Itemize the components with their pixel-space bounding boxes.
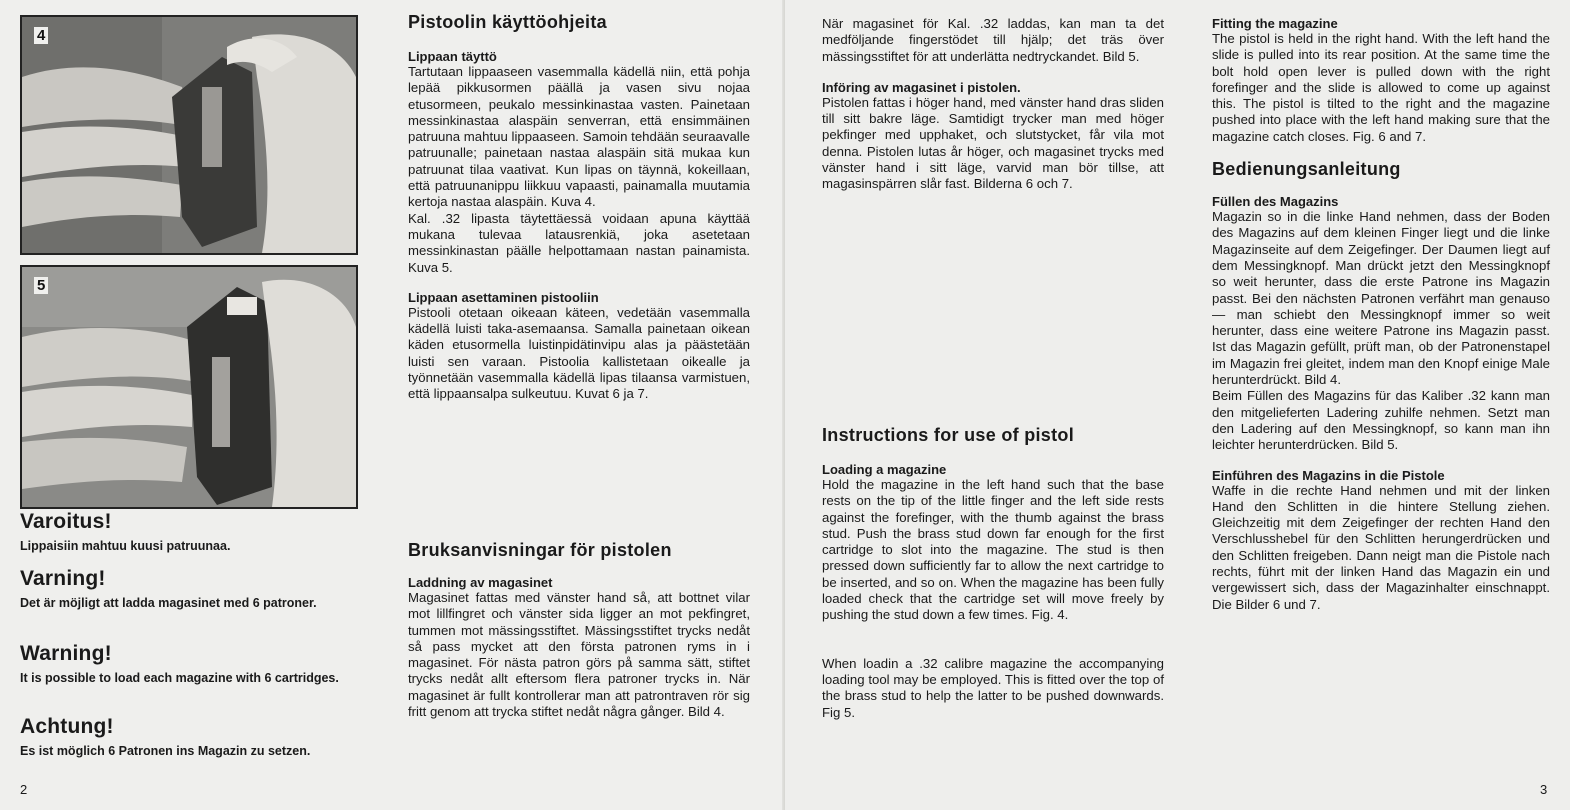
page-number-left: 2 <box>20 782 28 797</box>
warning-swedish <box>20 567 350 611</box>
warning-text: Es ist möglich 6 Patronen ins Magazin zu setzen. <box>20 744 311 758</box>
german-title: Bedienungsanleitung <box>1212 159 1401 180</box>
english-fitting-section <box>1212 16 1550 613</box>
english-section2-paragraph1: The pistol is held in the right hand. With the left hand the slide is pulled into its rear position. At the same time the bolt hold open lever is pulled down with the right forefinger and the slide is allowed to come up against this. The pistol is tilted to the right and the magazine pushed into place with the left hand making sure that the magazine catch closes. Fig. 6 and 7. <box>1212 31 1550 144</box>
figure-5-photo <box>20 265 358 509</box>
english-section1-heading: Loading a magazine <box>822 462 947 477</box>
warning-text: Det är möjligt att ladda magasinet med 6 patroner. <box>20 596 317 610</box>
german-section1-paragraph2: Beim Füllen des Magazins für das Kaliber .32 kann man den mitgelieferten Ladering zuhilfe nehmen. Setzt man den Ladering auf den Messingknopf, so kann man ihn leichter herunterdrücken. Bild 5. <box>1212 388 1550 453</box>
swedish-section1-heading: Laddning av magasinet <box>408 575 553 590</box>
english-instructions <box>822 425 1164 721</box>
finnish-title: Pistoolin käyttöohjeita <box>408 12 607 32</box>
figure-4-photo <box>20 15 358 255</box>
finnish-section1-heading: Lippaan täyttö <box>408 49 497 64</box>
english-section1-paragraph1: Hold the magazine in the left hand such that the base rests on the tip of the little finger and the left side rests against the forefinger, with the thumb against the brass stud. Push the brass stud down far enough for the first cartridge to slot into the magazine. The stud is then pressed down sufficiently far to allow the next cartridge to be inserted, and so on. When the magazine has been fully loaded check that the cartridge set will move freely by pushing the stud down a few times. Fig. 4. <box>822 477 1164 623</box>
finnish-section2-paragraph1: Pistooli otetaan oikeaan käteen, vedetään vasemmalla kädellä luisti taka-asemaansa. Samalla painetaan oikean käden etusormella luistinpidätinvipu alas ja päästetään luisti sen varaan. Pistoolia kallistetaan oikealle ja työnnetään vasemmalla kädellä lipas tilaansa varmistuen, että lippaansalpa sulkeutuu. Kuvat 6 ja 7. <box>408 304 750 402</box>
warning-title: Varning! <box>20 567 106 590</box>
english-title: Instructions for use of pistol <box>822 425 1075 445</box>
german-section2-paragraph1: Waffe in die rechte Hand nehmen und mit der linken Hand den Schlitten in die hintere Stellung ziehen. Gleichzeitig mit dem Zeigefinger der rechten Hand den Verschlusshebel für den Schlitten herungerdrücken und den Schlitten freigeben. Dann neigt man die Pistole nach rechts, führt mit der linken Hand das Magazin ein und vergewissert sich, dass der Magazinhalter einschnappt. Die Bilder 6 und 7. <box>1212 482 1550 612</box>
german-section2-heading: Einführen des Magazins in die Pistole <box>1212 467 1445 483</box>
swedish-instructions-part2 <box>822 16 1164 193</box>
german-section1-heading: Füllen des Magazins <box>1212 194 1339 210</box>
warning-title: Achtung! <box>20 715 114 738</box>
warning-text: Lippaisiin mahtuu kuusi patruunaa. <box>20 539 231 553</box>
figure-4-label: 4 <box>34 27 48 44</box>
swedish-section2-heading: Införing av magasinet i pistolen. <box>822 79 1021 95</box>
right-page <box>785 0 1570 810</box>
warning-title: Varoitus! <box>20 510 112 533</box>
warning-title: Warning! <box>20 642 112 665</box>
english-section2-heading: Fitting the magazine <box>1212 16 1338 31</box>
german-section1-paragraph1: Magazin so in die linke Hand nehmen, dass der Boden des Magazins auf dem kleinen Finger liegt und die linke Magazinseite auf dem Zeigefinger. Der Daumen liegt auf dem Messingknopf. Man drückt jetzt den Messingknopf so weit herunter, dass die erste Patrone ins Magazin passt. Bei den nächsten Patronen verfährt man genauso — man schiebt den Messingknopf immer so weit herunter, dass eine weitere Patrone ins Magazin passt. Ist das Magazin gefüllt, prüft man, ob der Patronenstapel im Magazin frei gleitet, indem man den Knopf einige Male herunterdrückt. Bild 4. <box>1212 209 1550 388</box>
swedish-title: Bruksanvisningar för pistolen <box>408 540 672 560</box>
finnish-instructions <box>408 12 750 403</box>
warning-german <box>20 715 350 759</box>
hands-loading-tool-image <box>22 267 356 507</box>
page-number-right: 3 <box>1540 782 1548 797</box>
swedish-loading-tool-paragraph: När magasinet för Kal. .32 laddas, kan man ta det medföljande fingerstödet till hjälp; det träs över mässingsstiftet för att underlätta nedtryckandet. Bild 5. <box>822 16 1164 64</box>
finnish-section2-heading: Lippaan asettaminen pistooliin <box>408 289 599 305</box>
warning-text: It is possible to load each magazine with 6 cartridges. <box>20 671 339 685</box>
swedish-section2-paragraph1: Pistolen fattas i höger hand, med vänster hand dras sliden till sitt bakre läge. Samtidigt trycker man med höger pekfinger med upphaket, och slutstycket, får vila mot denna. Pistolen lutas år höger, och magasinet trycks med vänster hand i sitt läge, varvid man bör tillse, att magasinspärren slår fast. Bilderna 6 och 7. <box>822 94 1164 192</box>
hands-loading-magazine-image <box>22 17 356 253</box>
finnish-section1-paragraph2: Kal. .32 lipasta täytettäessä voidaan apuna käyttää mukana tulevaa latausrenkiä, joka asetetaan messinkinastan päälle helpottamaan nastan painamista. Kuva 5. <box>408 210 750 275</box>
figure-5-label: 5 <box>34 277 48 294</box>
english-section1-paragraph2: When loadin a .32 calibre magazine the accompanying loading tool may be employed. This is fitted over the top of the brass stud to help the latter to be pushed downwards. Fig 5. <box>822 655 1164 720</box>
warning-finnish <box>20 510 350 554</box>
finnish-section1-paragraph1: Tartutaan lippaaseen vasemmalla kädellä niin, että pohja lepää pikkusormen päällä ja vasen sivu nojaa etusormeen, peukalo messinkinastaa vasten. Painetaan messinkinastaa alaspäin senverran, että ensimmäinen patruuna mahtuu lippaaseen. Samoin tehdään seuraavalle patruunalle; painetaan nastaa alaspäin sitä mukaa kun patruunat tilaa vaativat. Kun lipas on täynnä, kokeillaan, että patruunanippu liikkuu vapaasti, painamalla muutamia kertoja nastaa alaspäin. Kuva 4. <box>408 64 750 210</box>
warning-english <box>20 642 350 686</box>
swedish-instructions-part1 <box>408 540 750 720</box>
swedish-section1-paragraph1: Magasinet fattas med vänster hand så, att bottnet vilar mot lillfingret och vänster sida ligger an mot pekfingret, tummen mot mässingsstiftet. Mässingsstiftet trycks nedåt så pass mycket att den första patronen ryms in i magasinet. För nästa patron görs på samma sätt, stiftet trycks nedåt allt eftersom flera patroner trycks in. När magasinet är fullt kontrollerar man att patrontraven rör sig fritt genom att trycka stiftet nedåt några gånger. Bild 4. <box>408 590 750 720</box>
